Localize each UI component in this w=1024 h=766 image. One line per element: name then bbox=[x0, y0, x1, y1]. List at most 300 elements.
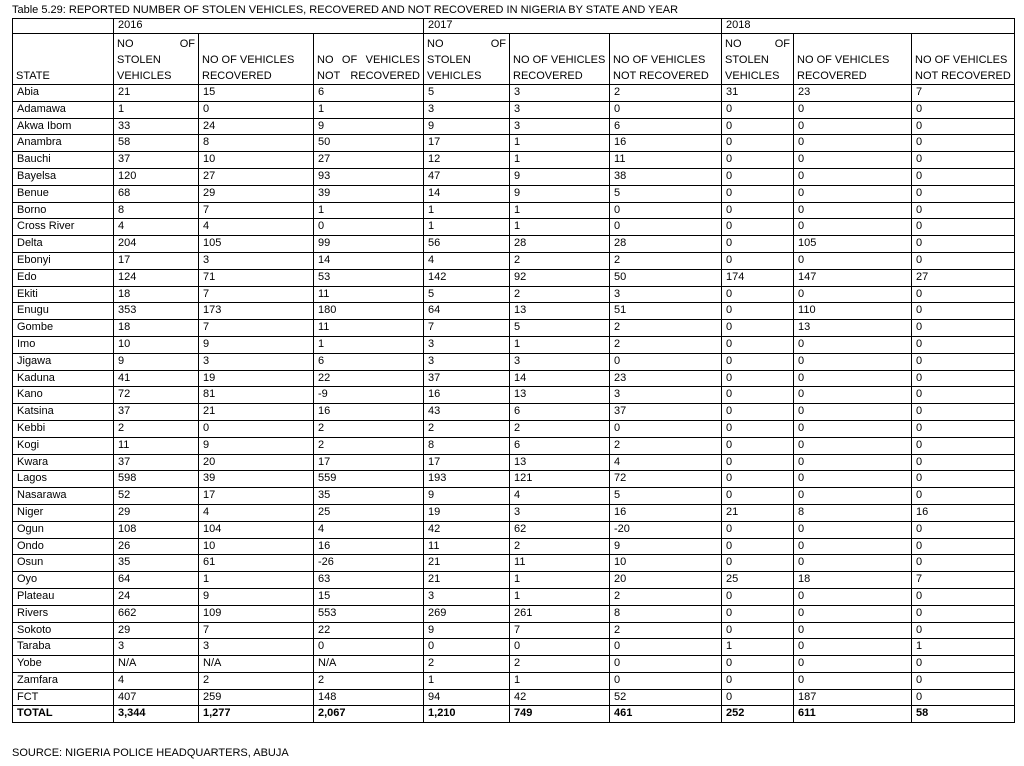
value-cell: 0 bbox=[794, 202, 912, 219]
value-cell: 2 bbox=[510, 538, 610, 555]
value-cell: 174 bbox=[722, 269, 794, 286]
value-cell: 252 bbox=[722, 706, 794, 723]
value-cell: 0 bbox=[794, 168, 912, 185]
state-cell: Ebonyi bbox=[13, 252, 114, 269]
header-2016-stolen: NO OF STOLEN VEHICLES bbox=[114, 34, 199, 85]
value-cell: 50 bbox=[314, 135, 424, 152]
value-cell: 598 bbox=[114, 471, 199, 488]
table-row bbox=[13, 185, 1015, 202]
value-cell: 14 bbox=[424, 185, 510, 202]
value-cell: 1 bbox=[114, 101, 199, 118]
value-cell: 2 bbox=[424, 420, 510, 437]
value-cell: 2 bbox=[610, 252, 722, 269]
value-cell: 17 bbox=[424, 454, 510, 471]
value-cell: 0 bbox=[912, 689, 1015, 706]
value-cell: 3 bbox=[510, 118, 610, 135]
value-cell: 0 bbox=[424, 639, 510, 656]
value-cell: 37 bbox=[424, 370, 510, 387]
value-cell: 0 bbox=[722, 152, 794, 169]
value-cell: 2 bbox=[314, 420, 424, 437]
value-cell: 104 bbox=[199, 521, 314, 538]
table-row bbox=[13, 303, 1015, 320]
table-row bbox=[13, 538, 1015, 555]
value-cell: 0 bbox=[912, 588, 1015, 605]
value-cell: 3 bbox=[510, 353, 610, 370]
table-row bbox=[13, 353, 1015, 370]
value-cell: 9 bbox=[199, 437, 314, 454]
value-cell: 8 bbox=[199, 135, 314, 152]
value-cell: 25 bbox=[722, 572, 794, 589]
value-cell: 58 bbox=[912, 706, 1015, 723]
value-cell: 120 bbox=[114, 168, 199, 185]
value-cell: -26 bbox=[314, 555, 424, 572]
value-cell: 261 bbox=[510, 605, 610, 622]
value-cell: 0 bbox=[722, 420, 794, 437]
table-row bbox=[13, 118, 1015, 135]
value-cell: 17 bbox=[114, 252, 199, 269]
value-cell: 0 bbox=[199, 101, 314, 118]
value-cell: 0 bbox=[794, 672, 912, 689]
value-cell: 58 bbox=[114, 135, 199, 152]
value-cell: 3 bbox=[199, 639, 314, 656]
value-cell: 0 bbox=[794, 101, 912, 118]
value-cell: 0 bbox=[912, 185, 1015, 202]
table-row bbox=[13, 336, 1015, 353]
value-cell: 0 bbox=[722, 656, 794, 673]
value-cell: 11 bbox=[114, 437, 199, 454]
value-cell: 0 bbox=[912, 420, 1015, 437]
value-cell: 0 bbox=[912, 437, 1015, 454]
value-cell: 16 bbox=[424, 387, 510, 404]
value-cell: 259 bbox=[199, 689, 314, 706]
value-cell: 92 bbox=[510, 269, 610, 286]
value-cell: 3 bbox=[510, 85, 610, 102]
header-2018-recovered: NO OF VEHICLES RECOVERED bbox=[794, 34, 912, 85]
value-cell: 187 bbox=[794, 689, 912, 706]
value-cell: 10 bbox=[199, 538, 314, 555]
value-cell: 0 bbox=[722, 437, 794, 454]
value-cell: 7 bbox=[199, 286, 314, 303]
value-cell: 0 bbox=[722, 286, 794, 303]
table-row bbox=[13, 504, 1015, 521]
value-cell: 2 bbox=[199, 672, 314, 689]
table-row bbox=[13, 252, 1015, 269]
value-cell: 61 bbox=[199, 555, 314, 572]
table-row bbox=[13, 521, 1015, 538]
state-cell: TOTAL bbox=[13, 706, 114, 723]
value-cell: 3 bbox=[199, 252, 314, 269]
table-row bbox=[13, 387, 1015, 404]
header-2016-recovered: NO OF VEHICLES RECOVERED bbox=[199, 34, 314, 85]
value-cell: 2 bbox=[510, 252, 610, 269]
value-cell: 0 bbox=[794, 488, 912, 505]
state-cell: Jigawa bbox=[13, 353, 114, 370]
value-cell: 0 bbox=[912, 303, 1015, 320]
value-cell: 0 bbox=[912, 404, 1015, 421]
value-cell: 19 bbox=[424, 504, 510, 521]
value-cell: 10 bbox=[199, 152, 314, 169]
value-cell: 3 bbox=[610, 387, 722, 404]
value-cell: 0 bbox=[794, 286, 912, 303]
value-cell: 0 bbox=[722, 404, 794, 421]
table-row bbox=[13, 320, 1015, 337]
value-cell: 8 bbox=[794, 504, 912, 521]
value-cell: 64 bbox=[114, 572, 199, 589]
value-cell: 21 bbox=[199, 404, 314, 421]
value-cell: 2 bbox=[610, 437, 722, 454]
value-cell: 9 bbox=[114, 353, 199, 370]
value-cell: 22 bbox=[314, 622, 424, 639]
value-cell: 2,067 bbox=[314, 706, 424, 723]
value-cell: 0 bbox=[722, 202, 794, 219]
value-cell: 11 bbox=[510, 555, 610, 572]
value-cell: 15 bbox=[314, 588, 424, 605]
value-cell: 1 bbox=[510, 202, 610, 219]
value-cell: 1 bbox=[314, 336, 424, 353]
state-column-header: STATE bbox=[13, 34, 114, 85]
value-cell: 7 bbox=[199, 622, 314, 639]
value-cell: 9 bbox=[510, 185, 610, 202]
value-cell: 19 bbox=[199, 370, 314, 387]
state-cell: Imo bbox=[13, 336, 114, 353]
value-cell: 72 bbox=[610, 471, 722, 488]
value-cell: 0 bbox=[722, 689, 794, 706]
value-cell: 6 bbox=[314, 353, 424, 370]
value-cell: 4 bbox=[510, 488, 610, 505]
value-cell: 56 bbox=[424, 236, 510, 253]
value-cell: 0 bbox=[794, 622, 912, 639]
value-cell: 193 bbox=[424, 471, 510, 488]
table-row bbox=[13, 168, 1015, 185]
value-cell: 14 bbox=[510, 370, 610, 387]
state-cell: Gombe bbox=[13, 320, 114, 337]
value-cell: 16 bbox=[314, 538, 424, 555]
value-cell: 0 bbox=[912, 370, 1015, 387]
value-cell: 0 bbox=[794, 404, 912, 421]
value-cell: 14 bbox=[314, 252, 424, 269]
state-cell: Zamfara bbox=[13, 672, 114, 689]
value-cell: 4 bbox=[424, 252, 510, 269]
value-cell: -9 bbox=[314, 387, 424, 404]
value-cell: 11 bbox=[424, 538, 510, 555]
table-row bbox=[13, 236, 1015, 253]
value-cell: 4 bbox=[610, 454, 722, 471]
value-cell: 3 bbox=[199, 353, 314, 370]
value-cell: 16 bbox=[610, 504, 722, 521]
table-row bbox=[13, 269, 1015, 286]
value-cell: 0 bbox=[912, 555, 1015, 572]
value-cell: 29 bbox=[199, 185, 314, 202]
value-cell: 0 bbox=[722, 320, 794, 337]
state-cell: Ondo bbox=[13, 538, 114, 555]
value-cell: 7 bbox=[912, 85, 1015, 102]
value-cell: 16 bbox=[314, 404, 424, 421]
value-cell: 3 bbox=[610, 286, 722, 303]
state-cell: Kano bbox=[13, 387, 114, 404]
value-cell: 662 bbox=[114, 605, 199, 622]
value-cell: 42 bbox=[510, 689, 610, 706]
value-cell: 0 bbox=[912, 353, 1015, 370]
table-row bbox=[13, 219, 1015, 236]
value-cell: 353 bbox=[114, 303, 199, 320]
value-cell: 3 bbox=[510, 101, 610, 118]
value-cell: 3,344 bbox=[114, 706, 199, 723]
value-cell: 18 bbox=[114, 286, 199, 303]
value-cell: 0 bbox=[610, 219, 722, 236]
value-cell: 8 bbox=[610, 605, 722, 622]
value-cell: 6 bbox=[610, 118, 722, 135]
table-row bbox=[13, 656, 1015, 673]
state-cell: Niger bbox=[13, 504, 114, 521]
value-cell: 5 bbox=[424, 85, 510, 102]
value-cell: 0 bbox=[912, 152, 1015, 169]
value-cell: 0 bbox=[722, 538, 794, 555]
value-cell: 0 bbox=[912, 320, 1015, 337]
value-cell: 13 bbox=[510, 303, 610, 320]
state-cell: Nasarawa bbox=[13, 488, 114, 505]
value-cell: 52 bbox=[114, 488, 199, 505]
value-cell: 0 bbox=[794, 370, 912, 387]
value-cell: 42 bbox=[424, 521, 510, 538]
value-cell: 3 bbox=[114, 639, 199, 656]
value-cell: 0 bbox=[794, 185, 912, 202]
value-cell: 0 bbox=[794, 336, 912, 353]
value-cell: 1 bbox=[912, 639, 1015, 656]
value-cell: 0 bbox=[794, 521, 912, 538]
value-cell: 38 bbox=[610, 168, 722, 185]
value-cell: 24 bbox=[114, 588, 199, 605]
state-cell: Anambra bbox=[13, 135, 114, 152]
value-cell: 0 bbox=[794, 118, 912, 135]
value-cell: 173 bbox=[199, 303, 314, 320]
value-cell: 2 bbox=[314, 672, 424, 689]
value-cell: 37 bbox=[114, 152, 199, 169]
state-cell: Osun bbox=[13, 555, 114, 572]
value-cell: 21 bbox=[114, 85, 199, 102]
value-cell: 20 bbox=[199, 454, 314, 471]
value-cell: 0 bbox=[794, 252, 912, 269]
value-cell: 1 bbox=[314, 202, 424, 219]
value-cell: 0 bbox=[912, 135, 1015, 152]
value-cell: 0 bbox=[314, 219, 424, 236]
value-cell: 25 bbox=[314, 504, 424, 521]
value-cell: 3 bbox=[424, 353, 510, 370]
value-cell: 26 bbox=[114, 538, 199, 555]
value-cell: 2 bbox=[610, 85, 722, 102]
value-cell: 0 bbox=[794, 639, 912, 656]
header-2017-not-recovered: NO OF VEHICLES NOT RECOVERED bbox=[610, 34, 722, 85]
value-cell: 0 bbox=[912, 471, 1015, 488]
value-cell: 0 bbox=[794, 471, 912, 488]
value-cell: 0 bbox=[912, 101, 1015, 118]
year-header-2017: 2017 bbox=[424, 19, 722, 34]
value-cell: 0 bbox=[722, 521, 794, 538]
value-cell: 47 bbox=[424, 168, 510, 185]
value-cell: 0 bbox=[794, 219, 912, 236]
state-cell: Ogun bbox=[13, 521, 114, 538]
value-cell: 29 bbox=[114, 622, 199, 639]
value-cell: 81 bbox=[199, 387, 314, 404]
state-cell: Taraba bbox=[13, 639, 114, 656]
value-cell: 1 bbox=[510, 219, 610, 236]
value-cell: 1,277 bbox=[199, 706, 314, 723]
value-cell: 0 bbox=[722, 101, 794, 118]
value-cell: 15 bbox=[199, 85, 314, 102]
stolen-vehicles-table bbox=[12, 18, 1015, 723]
table-row bbox=[13, 471, 1015, 488]
value-cell: N/A bbox=[114, 656, 199, 673]
value-cell: 0 bbox=[510, 639, 610, 656]
value-cell: 6 bbox=[314, 85, 424, 102]
state-cell: Akwa Ibom bbox=[13, 118, 114, 135]
value-cell: 124 bbox=[114, 269, 199, 286]
value-cell: 1 bbox=[510, 152, 610, 169]
value-cell: 461 bbox=[610, 706, 722, 723]
value-cell: 0 bbox=[794, 135, 912, 152]
table-row bbox=[13, 135, 1015, 152]
state-cell: Sokoto bbox=[13, 622, 114, 639]
value-cell: 17 bbox=[314, 454, 424, 471]
value-cell: 0 bbox=[722, 605, 794, 622]
value-cell: 1 bbox=[510, 336, 610, 353]
year-header-blank bbox=[13, 19, 114, 34]
state-cell: Borno bbox=[13, 202, 114, 219]
value-cell: -20 bbox=[610, 521, 722, 538]
state-cell: Kogi bbox=[13, 437, 114, 454]
value-cell: 553 bbox=[314, 605, 424, 622]
header-2018-not-recovered: NO OF VEHICLES NOT RECOVERED bbox=[912, 34, 1015, 85]
value-cell: 72 bbox=[114, 387, 199, 404]
value-cell: 0 bbox=[610, 101, 722, 118]
value-cell: 16 bbox=[912, 504, 1015, 521]
value-cell: 749 bbox=[510, 706, 610, 723]
value-cell: 110 bbox=[794, 303, 912, 320]
value-cell: 0 bbox=[794, 588, 912, 605]
value-cell: 0 bbox=[610, 353, 722, 370]
value-cell: 7 bbox=[424, 320, 510, 337]
state-cell: Kwara bbox=[13, 454, 114, 471]
value-cell: 64 bbox=[424, 303, 510, 320]
table-row bbox=[13, 437, 1015, 454]
value-cell: 99 bbox=[314, 236, 424, 253]
value-cell: 6 bbox=[510, 437, 610, 454]
state-cell: Oyo bbox=[13, 572, 114, 589]
value-cell: 0 bbox=[794, 420, 912, 437]
value-cell: 1 bbox=[314, 101, 424, 118]
value-cell: 53 bbox=[314, 269, 424, 286]
value-cell: 28 bbox=[610, 236, 722, 253]
value-cell: 0 bbox=[912, 118, 1015, 135]
value-cell: 0 bbox=[722, 370, 794, 387]
value-cell: 109 bbox=[199, 605, 314, 622]
value-cell: 0 bbox=[722, 555, 794, 572]
total-row bbox=[13, 706, 1015, 723]
value-cell: 0 bbox=[610, 656, 722, 673]
value-cell: 24 bbox=[199, 118, 314, 135]
value-cell: 3 bbox=[424, 588, 510, 605]
value-cell: 4 bbox=[199, 219, 314, 236]
value-cell: 0 bbox=[912, 387, 1015, 404]
value-cell: 8 bbox=[424, 437, 510, 454]
value-cell: 1 bbox=[424, 672, 510, 689]
state-cell: Kaduna bbox=[13, 370, 114, 387]
value-cell: 3 bbox=[510, 504, 610, 521]
value-cell: 0 bbox=[912, 656, 1015, 673]
value-cell: 0 bbox=[794, 387, 912, 404]
value-cell: 0 bbox=[912, 521, 1015, 538]
value-cell: 142 bbox=[424, 269, 510, 286]
value-cell: 0 bbox=[314, 639, 424, 656]
value-cell: 11 bbox=[314, 320, 424, 337]
value-cell: 37 bbox=[114, 454, 199, 471]
state-cell: FCT bbox=[13, 689, 114, 706]
value-cell: 0 bbox=[794, 538, 912, 555]
value-cell: 5 bbox=[610, 488, 722, 505]
value-cell: 35 bbox=[314, 488, 424, 505]
table-row bbox=[13, 454, 1015, 471]
value-cell: 62 bbox=[510, 521, 610, 538]
value-cell: 1,210 bbox=[424, 706, 510, 723]
value-cell: 9 bbox=[314, 118, 424, 135]
value-cell: 1 bbox=[424, 202, 510, 219]
value-cell: 94 bbox=[424, 689, 510, 706]
value-cell: 0 bbox=[912, 336, 1015, 353]
value-cell: 4 bbox=[314, 521, 424, 538]
value-cell: 0 bbox=[722, 185, 794, 202]
value-cell: 0 bbox=[912, 488, 1015, 505]
value-cell: 29 bbox=[114, 504, 199, 521]
value-cell: 16 bbox=[610, 135, 722, 152]
value-cell: 2 bbox=[610, 320, 722, 337]
value-cell: 21 bbox=[722, 504, 794, 521]
table-row bbox=[13, 101, 1015, 118]
value-cell: 93 bbox=[314, 168, 424, 185]
value-cell: 0 bbox=[722, 353, 794, 370]
value-cell: 2 bbox=[314, 437, 424, 454]
value-cell: 63 bbox=[314, 572, 424, 589]
value-cell: 0 bbox=[912, 622, 1015, 639]
value-cell: 11 bbox=[314, 286, 424, 303]
value-cell: 39 bbox=[199, 471, 314, 488]
value-cell: 17 bbox=[199, 488, 314, 505]
value-cell: 9 bbox=[424, 488, 510, 505]
header-2016-not-recovered: NO OF VEHICLES NOT RECOVERED bbox=[314, 34, 424, 85]
column-header-row bbox=[13, 34, 1015, 85]
value-cell: 7 bbox=[199, 202, 314, 219]
value-cell: 0 bbox=[794, 152, 912, 169]
value-cell: 0 bbox=[722, 135, 794, 152]
value-cell: 0 bbox=[912, 168, 1015, 185]
value-cell: 0 bbox=[722, 672, 794, 689]
table-body bbox=[13, 85, 1015, 723]
state-cell: Kebbi bbox=[13, 420, 114, 437]
header-2017-stolen: NO OF STOLEN VEHICLES bbox=[424, 34, 510, 85]
value-cell: 0 bbox=[722, 488, 794, 505]
value-cell: 0 bbox=[912, 219, 1015, 236]
value-cell: 0 bbox=[912, 672, 1015, 689]
value-cell: 43 bbox=[424, 404, 510, 421]
value-cell: 4 bbox=[114, 219, 199, 236]
value-cell: 35 bbox=[114, 555, 199, 572]
value-cell: 2 bbox=[610, 622, 722, 639]
state-cell: Plateau bbox=[13, 588, 114, 605]
value-cell: 105 bbox=[794, 236, 912, 253]
state-cell: Lagos bbox=[13, 471, 114, 488]
value-cell: 2 bbox=[610, 588, 722, 605]
value-cell: 611 bbox=[794, 706, 912, 723]
value-cell: 10 bbox=[610, 555, 722, 572]
value-cell: 21 bbox=[424, 572, 510, 589]
